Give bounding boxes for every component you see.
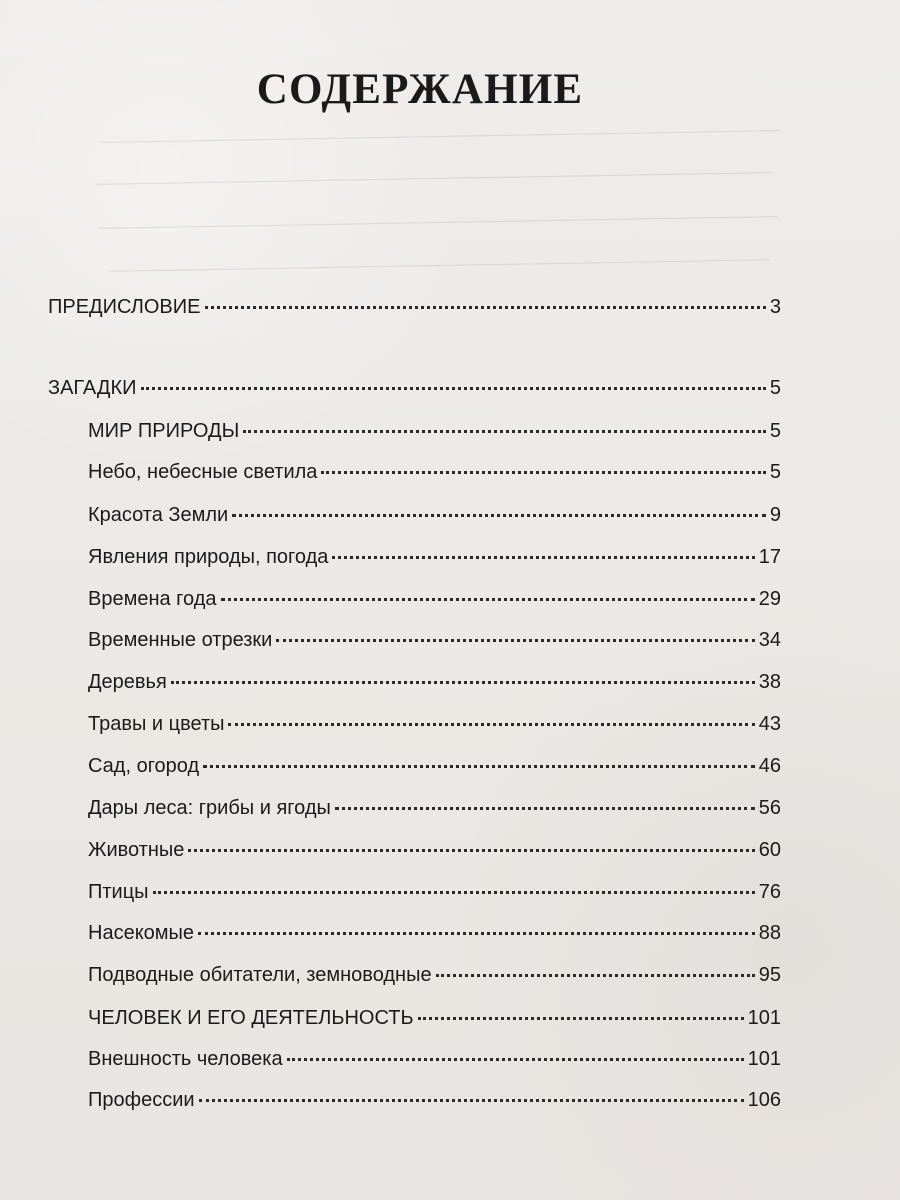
toc-entry-label: Временные отрезки bbox=[88, 629, 273, 651]
dot-leader bbox=[153, 891, 755, 894]
toc-entry-page-number: 5 bbox=[769, 461, 781, 483]
dot-leader bbox=[332, 556, 754, 559]
toc-entry-birds bbox=[88, 881, 781, 909]
toc-entry-page-number: 3 bbox=[769, 296, 781, 318]
toc-entry-page-number: 5 bbox=[769, 420, 781, 442]
dot-leader bbox=[141, 387, 766, 390]
dot-leader bbox=[232, 514, 766, 517]
dot-leader bbox=[171, 681, 755, 684]
dot-leader bbox=[203, 765, 755, 768]
toc-entry-label: Сад, огород bbox=[88, 755, 200, 777]
toc-entry-seasons bbox=[88, 588, 781, 616]
toc-entry-page-number: 101 bbox=[747, 1048, 781, 1070]
toc-entry-page-number: 95 bbox=[758, 964, 781, 986]
dot-leader bbox=[221, 598, 755, 601]
dot-leader bbox=[243, 430, 766, 433]
toc-entry-label: ЧЕЛОВЕК И ЕГО ДЕЯТЕЛЬНОСТЬ bbox=[88, 1007, 414, 1029]
toc-entry-page-number: 5 bbox=[769, 377, 781, 399]
toc-entry-page-number: 88 bbox=[758, 922, 781, 944]
toc-entry-label: Небо, небесные светила bbox=[88, 461, 318, 483]
dot-leader bbox=[321, 471, 765, 474]
toc-entry-garden bbox=[88, 755, 781, 783]
toc-entry-page-number: 56 bbox=[758, 797, 781, 819]
dot-leader bbox=[436, 974, 755, 977]
toc-entry-page-number: 76 bbox=[758, 881, 781, 903]
toc-entry-label: Профессии bbox=[88, 1089, 195, 1111]
toc-entry-page-number: 29 bbox=[758, 588, 781, 610]
toc-entry-time-periods bbox=[88, 629, 781, 657]
toc-entry-page-number: 60 bbox=[758, 839, 781, 861]
toc-entry-page-number: 46 bbox=[758, 755, 781, 777]
dot-leader bbox=[287, 1058, 744, 1061]
toc-entry-page-number: 34 bbox=[758, 629, 781, 651]
dot-leader bbox=[199, 1099, 744, 1102]
dot-leader bbox=[418, 1017, 744, 1020]
dot-leader bbox=[276, 639, 754, 642]
toc-entry-forest-gifts bbox=[88, 797, 781, 825]
toc-entry-label: ЗАГАДКИ bbox=[48, 377, 137, 399]
dot-leader bbox=[188, 849, 754, 852]
toc-entry-label: Явления природы, погода bbox=[88, 546, 329, 568]
toc-entry-page-number: 9 bbox=[769, 504, 781, 526]
toc-entry-riddles bbox=[48, 377, 781, 405]
toc-entry-label: Птицы bbox=[88, 881, 149, 903]
toc-entry-nature bbox=[88, 420, 781, 448]
toc-entry-preface bbox=[48, 296, 781, 324]
toc-entry-sky bbox=[88, 461, 781, 489]
toc-entry-human-activity bbox=[88, 1007, 781, 1035]
toc-entry-label: Внешность человека bbox=[88, 1048, 283, 1070]
toc-entry-label: Травы и цветы bbox=[88, 713, 225, 735]
toc-entry-page-number: 38 bbox=[758, 671, 781, 693]
toc-entry-trees bbox=[88, 671, 781, 699]
page-title: СОДЕРЖАНИЕ bbox=[256, 65, 584, 113]
toc-entry-label: Животные bbox=[88, 839, 185, 861]
toc-entry-label: Деревья bbox=[88, 671, 167, 693]
dot-leader bbox=[198, 932, 755, 935]
toc-entry-page-number: 101 bbox=[747, 1007, 781, 1029]
dot-leader bbox=[205, 306, 766, 309]
toc-entry-water-creatures bbox=[88, 964, 781, 992]
toc-entry-page-number: 17 bbox=[758, 546, 781, 568]
toc-entry-animals bbox=[88, 839, 781, 867]
toc-entry-page-number: 43 bbox=[758, 713, 781, 735]
toc-entry-flowers bbox=[88, 713, 781, 741]
toc-entry-page-number: 106 bbox=[747, 1089, 781, 1111]
toc-entry-human-appearance bbox=[88, 1048, 781, 1076]
toc-entry-professions bbox=[88, 1089, 781, 1117]
toc-entry-label: Подводные обитатели, земноводные bbox=[88, 964, 432, 986]
toc-entry-label: Красота Земли bbox=[88, 504, 229, 526]
dot-leader bbox=[335, 807, 755, 810]
toc-entry-label: ПРЕДИСЛОВИЕ bbox=[48, 296, 201, 318]
toc-entry-label: Времена года bbox=[88, 588, 217, 610]
toc-entry-label: Дары леса: грибы и ягоды bbox=[88, 797, 331, 819]
dot-leader bbox=[228, 723, 754, 726]
toc-entry-label: МИР ПРИРОДЫ bbox=[88, 420, 240, 442]
toc-entry-label: Насекомые bbox=[88, 922, 195, 944]
toc-entry-insects bbox=[88, 922, 781, 950]
toc-entry-earth-beauty bbox=[88, 504, 781, 532]
toc-entry-weather bbox=[88, 546, 781, 574]
